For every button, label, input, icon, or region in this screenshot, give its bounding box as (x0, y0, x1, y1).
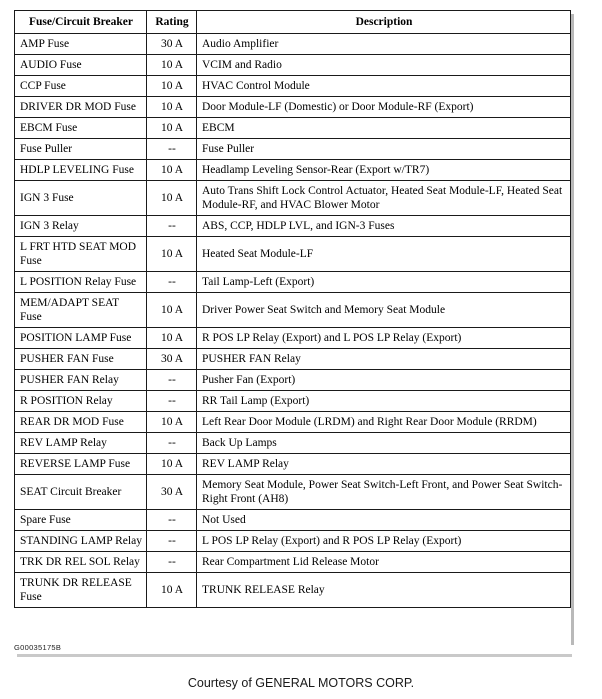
table-body (15, 34, 571, 608)
cell-description: Driver Power Seat Switch and Memory Seat Module (197, 293, 571, 328)
table-row (15, 97, 571, 118)
cell-rating: -- (147, 370, 197, 391)
cell-rating: -- (147, 272, 197, 293)
cell-description: TRUNK RELEASE Relay (197, 573, 571, 608)
cell-rating: -- (147, 216, 197, 237)
cell-description: VCIM and Radio (197, 55, 571, 76)
table-row (15, 216, 571, 237)
cell-fuse-name: EBCM Fuse (15, 118, 147, 139)
cell-fuse-name: REVERSE LAMP Fuse (15, 454, 147, 475)
cell-rating: 10 A (147, 237, 197, 272)
cell-description: EBCM (197, 118, 571, 139)
cell-fuse-name: L POSITION Relay Fuse (15, 272, 147, 293)
document-code-label: G00035175B (14, 643, 62, 652)
cell-description: RR Tail Lamp (Export) (197, 391, 571, 412)
cell-description: Heated Seat Module-LF (197, 237, 571, 272)
table-row (15, 531, 571, 552)
cell-fuse-name: IGN 3 Relay (15, 216, 147, 237)
cell-rating: 10 A (147, 293, 197, 328)
cell-fuse-name: R POSITION Relay (15, 391, 147, 412)
table-header (15, 11, 571, 34)
cell-rating: 10 A (147, 97, 197, 118)
table-row (15, 328, 571, 349)
table-row (15, 475, 571, 510)
cell-fuse-name: HDLP LEVELING Fuse (15, 160, 147, 181)
cell-description: Pusher Fan (Export) (197, 370, 571, 391)
table-row (15, 412, 571, 433)
cell-fuse-name: DRIVER DR MOD Fuse (15, 97, 147, 118)
cell-fuse-name: TRK DR REL SOL Relay (15, 552, 147, 573)
cell-rating: 30 A (147, 349, 197, 370)
footer-credit: Courtesy of GENERAL MOTORS CORP. (187, 676, 415, 690)
table-row (15, 349, 571, 370)
cell-rating: 10 A (147, 55, 197, 76)
cell-fuse-name: STANDING LAMP Relay (15, 531, 147, 552)
table-row (15, 118, 571, 139)
cell-rating: -- (147, 552, 197, 573)
table-header-row (15, 11, 571, 34)
cell-rating: 10 A (147, 181, 197, 216)
table-row (15, 454, 571, 475)
table-row (15, 573, 571, 608)
table-row (15, 433, 571, 454)
cell-fuse-name: AMP Fuse (15, 34, 147, 55)
cell-fuse-name: TRUNK DR RELEASE Fuse (15, 573, 147, 608)
cell-description: Audio Amplifier (197, 34, 571, 55)
cell-rating: -- (147, 139, 197, 160)
table-row (15, 552, 571, 573)
cell-rating: 10 A (147, 454, 197, 475)
cell-fuse-name: POSITION LAMP Fuse (15, 328, 147, 349)
cell-fuse-name: L FRT HTD SEAT MOD Fuse (15, 237, 147, 272)
cell-rating: 10 A (147, 573, 197, 608)
page-shadow-right (571, 14, 574, 645)
cell-description: Auto Trans Shift Lock Control Actuator, Heated Seat Module-LF, Heated Seat Module-RF, and HVAC Blower Motor (197, 181, 571, 216)
cell-description: Rear Compartment Lid Release Motor (197, 552, 571, 573)
table-row (15, 34, 571, 55)
cell-rating: 10 A (147, 160, 197, 181)
page-shadow-bottom (17, 654, 572, 657)
cell-rating: -- (147, 391, 197, 412)
cell-rating: -- (147, 433, 197, 454)
cell-rating: 10 A (147, 118, 197, 139)
cell-description: Memory Seat Module, Power Seat Switch-Left Front, and Power Seat Switch-Right Front (AH8) (197, 475, 571, 510)
cell-description: PUSHER FAN Relay (197, 349, 571, 370)
table-row (15, 139, 571, 160)
cell-description: R POS LP Relay (Export) and L POS LP Relay (Export) (197, 328, 571, 349)
cell-description: Headlamp Leveling Sensor-Rear (Export w/TR7) (197, 160, 571, 181)
cell-description: HVAC Control Module (197, 76, 571, 97)
cell-fuse-name: Fuse Puller (15, 139, 147, 160)
cell-fuse-name: IGN 3 Fuse (15, 181, 147, 216)
table-row (15, 237, 571, 272)
column-header-rating: Rating (147, 11, 197, 34)
fuse-circuit-breaker-table (14, 10, 571, 608)
cell-description: L POS LP Relay (Export) and R POS LP Relay (Export) (197, 531, 571, 552)
cell-fuse-name: REV LAMP Relay (15, 433, 147, 454)
cell-rating: 10 A (147, 76, 197, 97)
table-row (15, 76, 571, 97)
table-row (15, 160, 571, 181)
table-row (15, 293, 571, 328)
cell-fuse-name: PUSHER FAN Relay (15, 370, 147, 391)
table-row (15, 391, 571, 412)
cell-description: Door Module-LF (Domestic) or Door Module-RF (Export) (197, 97, 571, 118)
cell-description: Fuse Puller (197, 139, 571, 160)
column-header-name: Fuse/Circuit Breaker (15, 11, 147, 34)
table-row (15, 55, 571, 76)
cell-fuse-name: REAR DR MOD Fuse (15, 412, 147, 433)
cell-fuse-name: SEAT Circuit Breaker (15, 475, 147, 510)
table-row (15, 510, 571, 531)
cell-rating: 10 A (147, 328, 197, 349)
cell-rating: 30 A (147, 475, 197, 510)
cell-rating: 30 A (147, 34, 197, 55)
cell-fuse-name: MEM/ADAPT SEAT Fuse (15, 293, 147, 328)
cell-fuse-name: Spare Fuse (15, 510, 147, 531)
cell-rating: -- (147, 510, 197, 531)
table-row (15, 370, 571, 391)
cell-fuse-name: AUDIO Fuse (15, 55, 147, 76)
cell-description: Tail Lamp-Left (Export) (197, 272, 571, 293)
cell-rating: 10 A (147, 412, 197, 433)
cell-description: ABS, CCP, HDLP LVL, and IGN-3 Fuses (197, 216, 571, 237)
table-row (15, 181, 571, 216)
cell-fuse-name: CCP Fuse (15, 76, 147, 97)
column-header-description: Description (197, 11, 571, 34)
cell-description: REV LAMP Relay (197, 454, 571, 475)
cell-description: Left Rear Door Module (LRDM) and Right Rear Door Module (RRDM) (197, 412, 571, 433)
cell-fuse-name: PUSHER FAN Fuse (15, 349, 147, 370)
cell-rating: -- (147, 531, 197, 552)
table-row (15, 272, 571, 293)
cell-description: Back Up Lamps (197, 433, 571, 454)
fuse-table-container (14, 10, 570, 608)
cell-description: Not Used (197, 510, 571, 531)
